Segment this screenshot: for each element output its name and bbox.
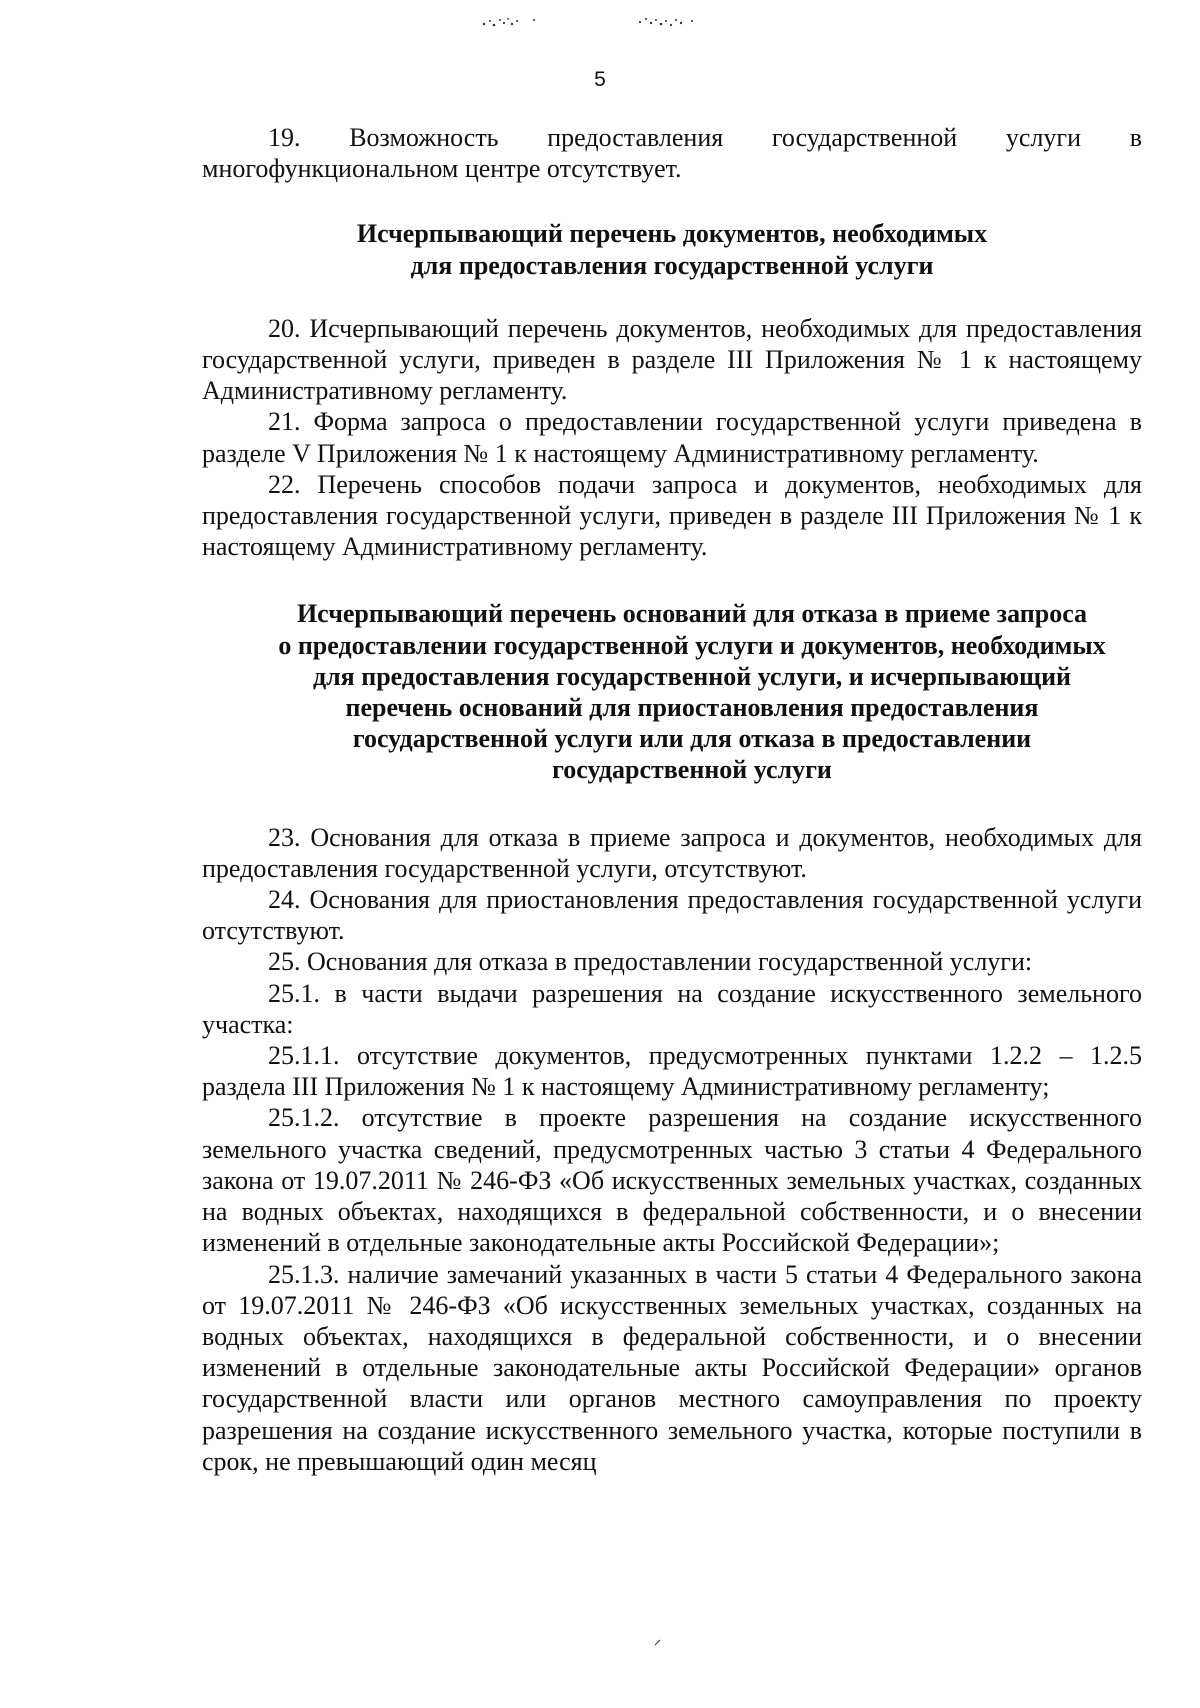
heading-line: Исчерпывающий перечень оснований для отказа в приеме запроса — [296, 599, 1088, 629]
heading-line: о предоставлении государственной услуги и документов, необходимых — [278, 630, 1106, 660]
paragraph-21: 21. Форма запроса о предоставлении государственной услуги приведена в разделе V Приложения № 1 к настоящему Административному регламенту. — [202, 407, 1142, 468]
paragraph-23: 23. Основания для отказа в приеме запроса и документов, необходимых для предоставления государственной услуги, отсутствуют. — [202, 822, 1142, 883]
paragraph-25-1-3: 25.1.3. наличие замечаний указанных в части 5 статьи 4 Федерального закона от 19.07.2011 № 246-ФЗ «Об искусственных земельных участках, созданных на водных объектах, находящихся в федеральной собственности, и о внесении изменений в отдельные законодательные акты Российской Федерации» органов государственной власти или органов местного самоуправления по проекту разрешения на создание искусственного земельного участка, которые поступили в срок, не превышающий один месяц — [202, 1259, 1142, 1476]
scan-noise-marks — [470, 10, 730, 36]
paragraph-24: 24. Основания для приостановления предоставления государственной услуги отсутствуют. — [202, 885, 1142, 946]
section-heading-refusal-grounds — [202, 598, 1142, 785]
document-body — [202, 122, 1142, 1477]
paragraph-25: 25. Основания для отказа в предоставлении государственной услуги: — [268, 947, 1033, 977]
heading-line: для предоставления государственной услуги — [410, 250, 934, 280]
paragraph-22: 22. Перечень способов подачи запроса и документов, необходимых для предоставления государственной услуги, приведен в разделе III Приложения № 1 к настоящему Административному регламенту. — [202, 469, 1142, 562]
page-number: 5 — [594, 68, 606, 91]
scan-speck — [653, 1637, 663, 1647]
heading-line: государственной услуги — [552, 755, 832, 785]
heading-line: государственной услуги или для отказа в предоставлении — [352, 724, 1032, 754]
paragraph-19: 19. Возможность предоставления государственной услуги в многофункциональном центре отсутствует. — [202, 123, 1142, 184]
paragraph-25-1-1: 25.1.1. отсутствие документов, предусмотренных пунктами 1.2.2 – 1.2.5 раздела III Приложения № 1 к настоящему Административному регламенту; — [202, 1041, 1142, 1102]
section-heading-documents — [202, 218, 1142, 280]
paragraph-20: 20. Исчерпывающий перечень документов, необходимых для предоставления государственной услуги, приведен в разделе III Приложения № 1 к настоящему Административному регламенту. — [202, 313, 1142, 406]
paragraph-25-1-2: 25.1.2. отсутствие в проекте разрешения на создание искусственного земельного участка сведений, предусмотренных частью 3 статьи 4 Федерального закона от 19.07.2011 № 246-ФЗ «Об искусственных земельных участках, созданных на водных объектах, находящихся в федеральной собственности, и о внесении изменений в отдельные законодательные акты Российской Федерации»; — [202, 1103, 1142, 1258]
heading-line: Исчерпывающий перечень документов, необходимых — [356, 219, 988, 249]
heading-line: для предоставления государственной услуги, и исчерпывающий — [312, 661, 1072, 691]
heading-line: перечень оснований для приостановления предоставления — [345, 693, 1039, 723]
paragraph-25-1: 25.1. в части выдачи разрешения на создание искусственного земельного участка: — [202, 978, 1142, 1039]
